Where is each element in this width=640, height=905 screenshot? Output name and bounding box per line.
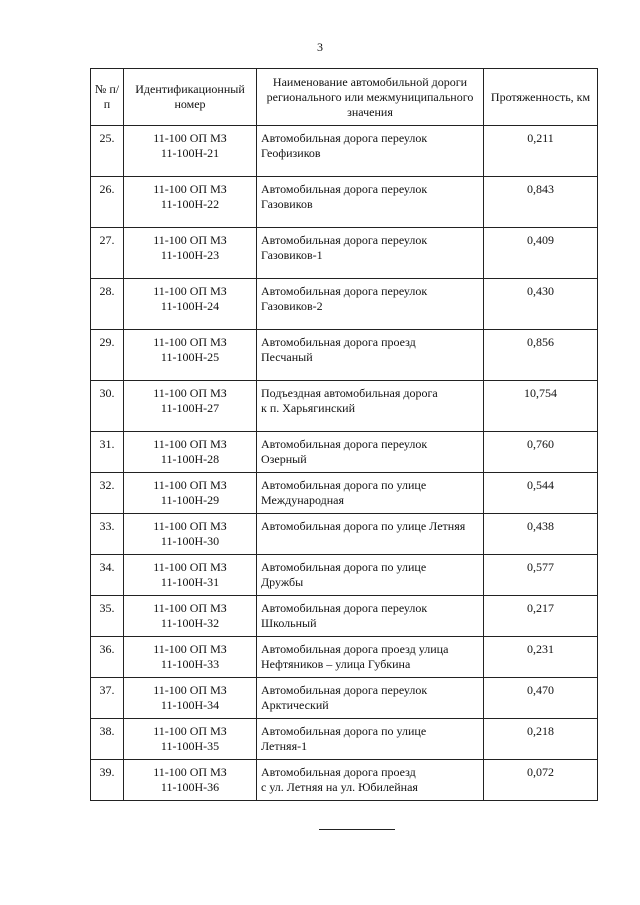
row-length: 10,754	[484, 381, 598, 432]
row-identifier	[124, 177, 257, 228]
road-name-text: Автомобильная дорога переулок Газовиков-1	[261, 233, 428, 262]
table-row	[91, 330, 598, 381]
row-length: 0,438	[484, 514, 598, 555]
row-length: 0,430	[484, 279, 598, 330]
identifier-line-1: 11-100 ОП МЗ	[153, 437, 227, 451]
row-road-name	[257, 637, 484, 678]
header-length: Протяженность, км	[484, 69, 598, 126]
row-road-name	[257, 177, 484, 228]
identifier-line-1: 11-100 ОП МЗ	[153, 233, 227, 247]
row-length: 0,211	[484, 126, 598, 177]
row-number: 30.	[91, 381, 124, 432]
row-road-name	[257, 126, 484, 177]
table-row	[91, 381, 598, 432]
row-identifier	[124, 126, 257, 177]
row-road-name	[257, 719, 484, 760]
road-name-text: Автомобильная дорога переулок Школьный	[261, 601, 428, 630]
footer-rule	[319, 829, 395, 830]
row-length: 0,856	[484, 330, 598, 381]
road-name-text: Автомобильная дорога по улице Летняя-1	[261, 724, 427, 753]
row-road-name	[257, 473, 484, 514]
road-name-text: Автомобильная дорога переулок Геофизиков	[261, 131, 428, 160]
road-name-text: Автомобильная дорога переулок Газовиков	[261, 182, 428, 211]
row-road-name	[257, 432, 484, 473]
row-number: 37.	[91, 678, 124, 719]
identifier-line-2: 11-100Н-34	[160, 698, 220, 712]
table-row	[91, 279, 598, 330]
row-identifier	[124, 432, 257, 473]
row-number: 31.	[91, 432, 124, 473]
table-row	[91, 596, 598, 637]
row-length: 0,760	[484, 432, 598, 473]
identifier-line-1: 11-100 ОП МЗ	[153, 335, 227, 349]
road-name-text: Автомобильная дорога проезд с ул. Летняя на ул. Юбилейная	[261, 765, 418, 794]
header-num: № п/п	[91, 69, 124, 126]
roads-table	[90, 68, 598, 801]
identifier-line-1: 11-100 ОП МЗ	[153, 478, 227, 492]
identifier-line-2: 11-100Н-21	[160, 146, 220, 160]
row-number: 33.	[91, 514, 124, 555]
row-identifier	[124, 473, 257, 514]
table-body	[91, 126, 598, 801]
row-number: 27.	[91, 228, 124, 279]
identifier-line-2: 11-100Н-31	[160, 575, 220, 589]
identifier-line-1: 11-100 ОП МЗ	[153, 724, 227, 738]
row-road-name	[257, 596, 484, 637]
table-row	[91, 228, 598, 279]
road-name-text: Автомобильная дорога проезд улица Нефтяников – улица Губкина	[261, 642, 449, 671]
table-row	[91, 719, 598, 760]
row-identifier	[124, 719, 257, 760]
road-name-text: Подъездная автомобильная дорога к п. Харьягинский	[261, 386, 438, 415]
row-identifier	[124, 760, 257, 801]
row-road-name	[257, 228, 484, 279]
road-name-text: Автомобильная дорога переулок Арктический	[261, 683, 428, 712]
identifier-line-2: 11-100Н-25	[160, 350, 220, 364]
identifier-line-2: 11-100Н-29	[160, 493, 220, 507]
identifier-line-1: 11-100 ОП МЗ	[153, 182, 227, 196]
header-row	[91, 69, 598, 126]
identifier-line-2: 11-100Н-36	[160, 780, 220, 794]
identifier-line-1: 11-100 ОП МЗ	[153, 386, 227, 400]
identifier-line-1: 11-100 ОП МЗ	[153, 131, 227, 145]
identifier-line-2: 11-100Н-22	[160, 197, 220, 211]
row-identifier	[124, 381, 257, 432]
identifier-line-1: 11-100 ОП МЗ	[153, 284, 227, 298]
identifier-line-2: 11-100Н-27	[160, 401, 220, 415]
row-length: 0,231	[484, 637, 598, 678]
row-number: 36.	[91, 637, 124, 678]
identifier-line-2: 11-100Н-33	[160, 657, 220, 671]
identifier-line-1: 11-100 ОП МЗ	[153, 683, 227, 697]
identifier-line-2: 11-100Н-24	[160, 299, 220, 313]
road-name-text: Автомобильная дорога проезд Песчаный	[261, 335, 416, 364]
row-length: 0,843	[484, 177, 598, 228]
identifier-line-2: 11-100Н-35	[160, 739, 220, 753]
row-length: 0,072	[484, 760, 598, 801]
row-identifier	[124, 514, 257, 555]
row-number: 35.	[91, 596, 124, 637]
row-length: 0,217	[484, 596, 598, 637]
identifier-line-1: 11-100 ОП МЗ	[153, 560, 227, 574]
identifier-line-2: 11-100Н-30	[160, 534, 220, 548]
identifier-line-1: 11-100 ОП МЗ	[153, 642, 227, 656]
row-number: 39.	[91, 760, 124, 801]
row-road-name	[257, 678, 484, 719]
row-road-name	[257, 760, 484, 801]
row-identifier	[124, 330, 257, 381]
identifier-line-1: 11-100 ОП МЗ	[153, 601, 227, 615]
row-road-name	[257, 555, 484, 596]
identifier-line-1: 11-100 ОП МЗ	[153, 519, 227, 533]
road-name-text: Автомобильная дорога по улице Дружбы	[261, 560, 427, 589]
row-road-name	[257, 279, 484, 330]
row-identifier	[124, 555, 257, 596]
row-length: 0,409	[484, 228, 598, 279]
row-identifier	[124, 228, 257, 279]
table-row	[91, 177, 598, 228]
row-length: 0,577	[484, 555, 598, 596]
row-number: 38.	[91, 719, 124, 760]
table-row	[91, 760, 598, 801]
identifier-line-2: 11-100Н-23	[160, 248, 220, 262]
row-length: 0,544	[484, 473, 598, 514]
row-road-name	[257, 514, 484, 555]
row-number: 32.	[91, 473, 124, 514]
row-identifier	[124, 678, 257, 719]
row-road-name	[257, 381, 484, 432]
table-header	[91, 69, 598, 126]
identifier-line-2: 11-100Н-28	[160, 452, 220, 466]
table-row	[91, 678, 598, 719]
table-row	[91, 637, 598, 678]
table-row	[91, 432, 598, 473]
header-name: Наименование автомобильной дороги регионального или межмуниципального значения	[257, 69, 484, 126]
identifier-line-1: 11-100 ОП МЗ	[153, 765, 227, 779]
row-identifier	[124, 596, 257, 637]
header-code: Идентификационный номер	[124, 69, 257, 126]
row-number: 26.	[91, 177, 124, 228]
row-number: 28.	[91, 279, 124, 330]
road-name-text: Автомобильная дорога по улице Международная	[261, 478, 427, 507]
identifier-line-2: 11-100Н-32	[160, 616, 220, 630]
row-length: 0,470	[484, 678, 598, 719]
row-number: 34.	[91, 555, 124, 596]
row-number: 29.	[91, 330, 124, 381]
row-road-name	[257, 330, 484, 381]
table-row	[91, 126, 598, 177]
row-number: 25.	[91, 126, 124, 177]
road-name-text: Автомобильная дорога переулок Озерный	[261, 437, 428, 466]
row-identifier	[124, 637, 257, 678]
page-number: 3	[317, 40, 323, 54]
row-identifier	[124, 279, 257, 330]
table-row	[91, 555, 598, 596]
table-row	[91, 514, 598, 555]
road-name-text: Автомобильная дорога по улице Летняя	[261, 519, 466, 533]
table-row	[91, 473, 598, 514]
row-length: 0,218	[484, 719, 598, 760]
road-name-text: Автомобильная дорога переулок Газовиков-2	[261, 284, 428, 313]
